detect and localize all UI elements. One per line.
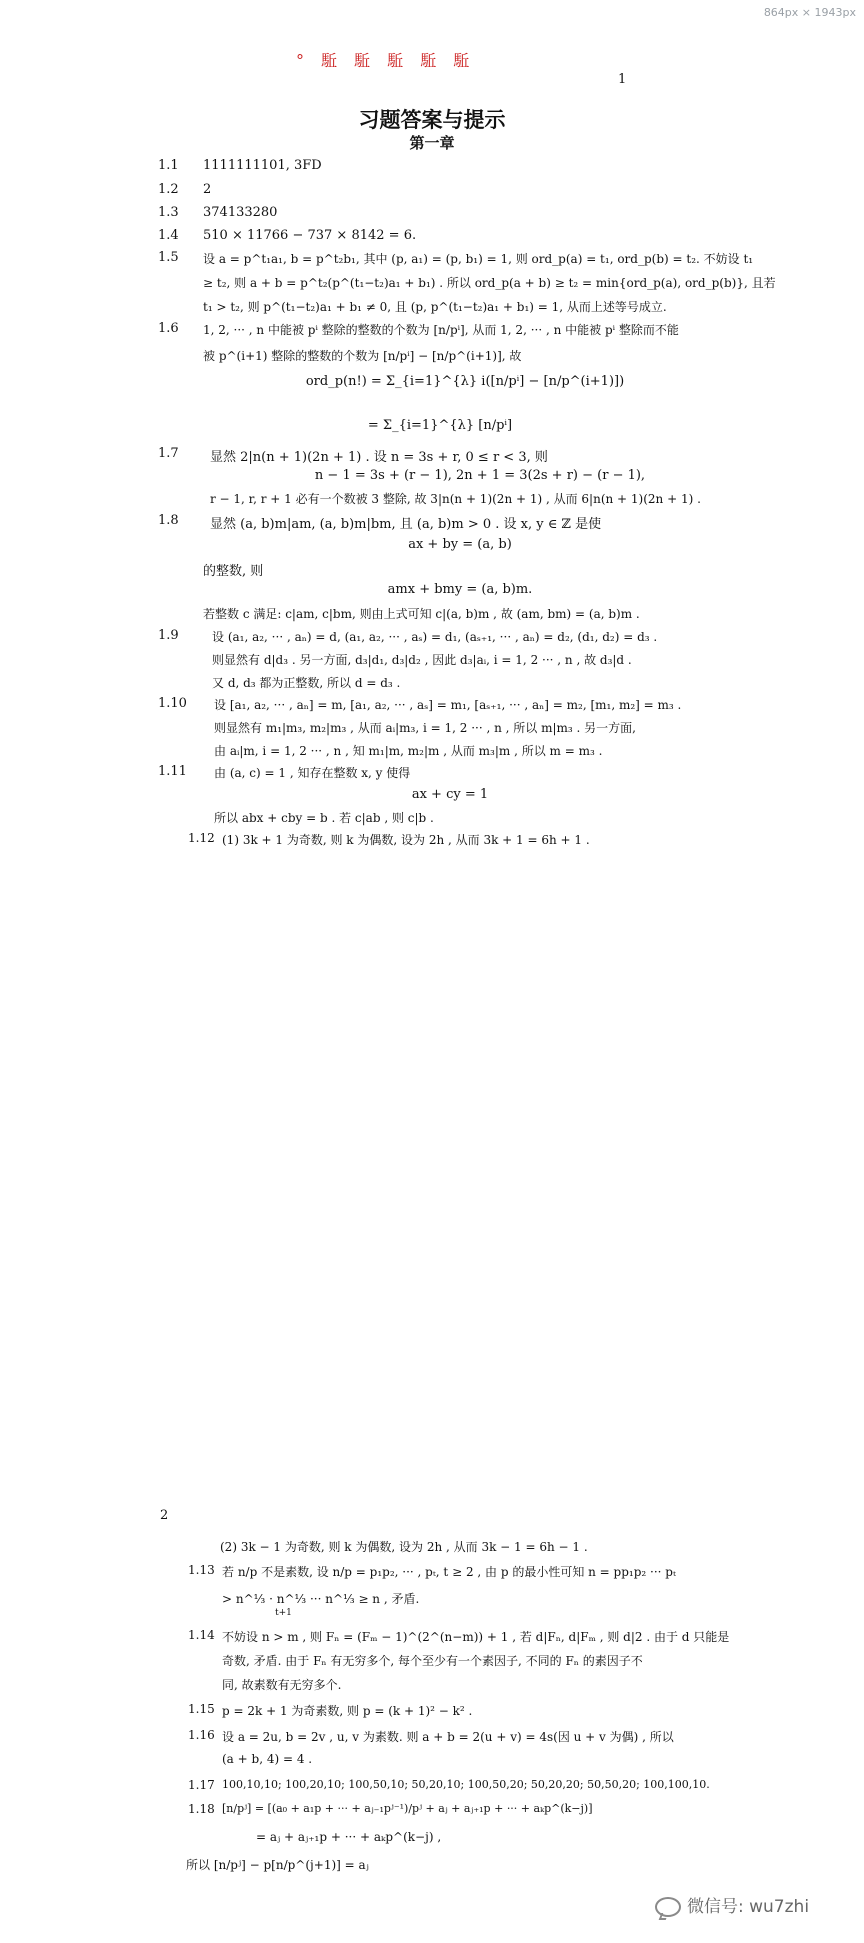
answer-line: 2: [203, 182, 212, 197]
watermark: [655, 1892, 809, 1917]
item-number: 1.7: [158, 446, 179, 461]
item-number: 1.14: [188, 1628, 215, 1642]
watermark-text: 微信号: wu7zhi: [687, 1897, 810, 1917]
item-number: 1.6: [158, 321, 179, 336]
answer-line: 则显然有 d|d₃ . 另一方面, d₃|d₁, d₃|d₂ , 因此 d₃|aᵢ, i = 1, 2 ··· , n , 故 d₃|d .: [212, 653, 632, 667]
item-number: 1.8: [158, 513, 179, 528]
item-number: 1.2: [158, 182, 179, 197]
item-number: 1.4: [158, 228, 179, 243]
answer-line: > n^⅓ · n^⅓ ··· n^⅓ ≥ n , 矛盾.: [222, 1592, 420, 1606]
answer-line: 显然 2|n(n + 1)(2n + 1) . 设 n = 3s + r, 0 ≤ r < 3, 则: [210, 450, 548, 465]
equation-line: ax + cy = 1: [411, 787, 489, 802]
item-number: 1.11: [158, 764, 187, 779]
answer-line: 奇数, 矛盾. 由于 Fₙ 有无穷多个, 每个至少有一个素因子, 不同的 Fₙ 的素因子不: [222, 1654, 643, 1668]
answer-line: 被 p^(i+1) 整除的整数的个数为 [n/pⁱ] − [n/p^(i+1)], 故: [203, 349, 522, 363]
answer-line: 若整数 c 满足: c|am, c|bm, 则由上式可知 c|(a, b)m , 故 (am, bm) = (a, b)m .: [203, 607, 640, 621]
item-number: 1.12: [188, 831, 215, 845]
equation-line: amx + bmy = (a, b)m.: [387, 582, 533, 597]
answer-line: t₁ > t₂, 则 p^(t₁−t₂)a₁ + b₁ ≠ 0, 且 (p, p^(t₁−t₂)a₁ + b₁) = 1, 从而上述等号成立.: [203, 300, 667, 314]
answer-line: r − 1, r, r + 1 必有一个数被 3 整除, 故 3|n(n + 1)(2n + 1) , 从而 6|n(n + 1)(2n + 1) .: [210, 492, 701, 506]
answer-line: ≥ t₂, 则 a + b = p^t₂(p^(t₁−t₂)a₁ + b₁) . 所以 ord_p(a + b) ≥ t₂ = min{ord_p(a), ord_p(b)}, 且若: [203, 276, 776, 290]
item-number: 1.13: [188, 1563, 215, 1577]
answer-line: 设 a = p^t₁a₁, b = p^t₂b₁, 其中 (p, a₁) = (p, b₁) = 1, 则 ord_p(a) = t₁, ord_p(b) = t₂. 不妨设 t₁: [203, 252, 754, 266]
answer-line: 1111111101, 3FD: [203, 158, 322, 173]
answer-line: 设 [a₁, a₂, ··· , aₙ] = m, [a₁, a₂, ··· , aₛ] = m₁, [aₛ₊₁, ··· , aₙ] = m₂, [m₁, m₂] = m₃ .: [214, 698, 682, 712]
answer-line: (1) 3k + 1 为奇数, 则 k 为偶数, 设为 2h , 从而 3k + 1 = 6h + 1 .: [222, 833, 590, 847]
answer-line: 设 a = 2u, b = 2v , u, v 为素数. 则 a + b = 2(u + v) = 4s(因 u + v 为偶) , 所以: [222, 1730, 674, 1744]
equation-ord-p: ord_p(n!) = Σ_{i=1}^{λ} i([n/pⁱ] − [n/p^(i+1)]): [305, 374, 625, 389]
answer-line: 不妨设 n > m , 则 Fₙ = (Fₘ − 1)^(2^(n−m)) + 1 , 若 d|Fₙ, d|Fₘ , 则 d|2 . 由于 d 只能是: [222, 1630, 730, 1644]
equation-line: [n/pʲ] = [(a₀ + a₁p + ··· + aⱼ₋₁pʲ⁻¹)/pʲ + aⱼ + aⱼ₊₁p + ··· + aₖp^(k−j)]: [222, 1802, 593, 1815]
wechat-icon: [655, 1897, 681, 1917]
item-number: 1.5: [158, 250, 179, 265]
answer-line: 1, 2, ··· , n 中能被 pⁱ 整除的整数的个数为 [n/pⁱ], 从而 1, 2, ··· , n 中能被 pⁱ 整除而不能: [203, 323, 679, 337]
image-size-label: 864px × 1943px: [763, 6, 856, 19]
item-number: 1.18: [188, 1802, 215, 1816]
answer-line: 显然 (a, b)m|am, (a, b)m|bm, 且 (a, b)m > 0 . 设 x, y ∈ ℤ 是使: [210, 517, 602, 532]
page-number: 1: [618, 72, 627, 87]
answer-line: 则显然有 m₁|m₃, m₂|m₃ , 从而 aᵢ|m₃, i = 1, 2 ··· , n , 所以 m|m₃ . 另一方面,: [214, 721, 636, 735]
item-number: 1.10: [158, 696, 187, 711]
page-number: 2: [160, 1508, 169, 1523]
answer-line: 的整数, 则: [203, 564, 264, 579]
underbrace-label: t+1: [275, 1608, 292, 1618]
equation-line: = aⱼ + aⱼ₊₁p + ··· + aₖp^(k−j) ,: [256, 1830, 442, 1844]
item-number: 1.17: [188, 1778, 215, 1792]
equation-line: ax + by = (a, b): [408, 537, 512, 552]
item-number: 1.16: [188, 1728, 215, 1742]
equation-ord-p-simplified: = Σ_{i=1}^{λ} [n/pⁱ]: [367, 418, 513, 433]
document-title: 习题答案与提示: [358, 108, 506, 132]
item-number: 1.9: [158, 628, 179, 643]
item-number: 1.1: [158, 158, 179, 173]
answer-line: (a + b, 4) = 4 .: [222, 1752, 313, 1766]
answer-line: 由 (a, c) = 1 , 知存在整数 x, y 使得: [214, 766, 411, 780]
equation-line: 所以 [n/pʲ] − p[n/p^(j+1)] = aⱼ: [186, 1858, 369, 1872]
answer-line: 100,10,10; 100,20,10; 100,50,10; 50,20,10; 100,50,20; 50,20,20; 50,50,20; 100,100,10.: [222, 1778, 710, 1791]
red-stamp: ° 駈 駈 駈 駈 駈: [296, 51, 476, 70]
answer-line: 同, 故素数有无穷多个.: [222, 1678, 342, 1692]
item-number: 1.3: [158, 205, 179, 220]
chapter-heading: 第一章: [409, 134, 455, 152]
item-number: 1.15: [188, 1702, 215, 1716]
answer-line: 又 d, d₃ 都为正整数, 所以 d = d₃ .: [212, 676, 401, 690]
answer-line: 由 aᵢ|m, i = 1, 2 ··· , n , 知 m₁|m, m₂|m , 从而 m₃|m , 所以 m = m₃ .: [214, 744, 603, 758]
answer-line: 所以 abx + cby = b . 若 c|ab , 则 c|b .: [214, 811, 434, 825]
answer-line: 设 (a₁, a₂, ··· , aₙ) = d, (a₁, a₂, ··· , aₛ) = d₁, (aₛ₊₁, ··· , aₙ) = d₂, (d₁, d₂) = d₃ .: [212, 630, 658, 644]
page-2: [0, 1480, 864, 1943]
answer-line: p = 2k + 1 为奇素数, 则 p = (k + 1)² − k² .: [222, 1704, 473, 1718]
answer-line: (2) 3k − 1 为奇数, 则 k 为偶数, 设为 2h , 从而 3k − 1 = 6h − 1 .: [220, 1540, 588, 1554]
answer-line: 510 × 11766 − 737 × 8142 = 6.: [203, 228, 417, 243]
answer-line: 若 n/p 不是素数, 设 n/p = p₁p₂, ··· , pₜ, t ≥ 2 , 由 p 的最小性可知 n = pp₁p₂ ··· pₜ: [222, 1565, 676, 1579]
answer-line: 374133280: [203, 205, 278, 220]
equation-line: n − 1 = 3s + (r − 1), 2n + 1 = 3(2s + r) − (r − 1),: [314, 468, 646, 483]
